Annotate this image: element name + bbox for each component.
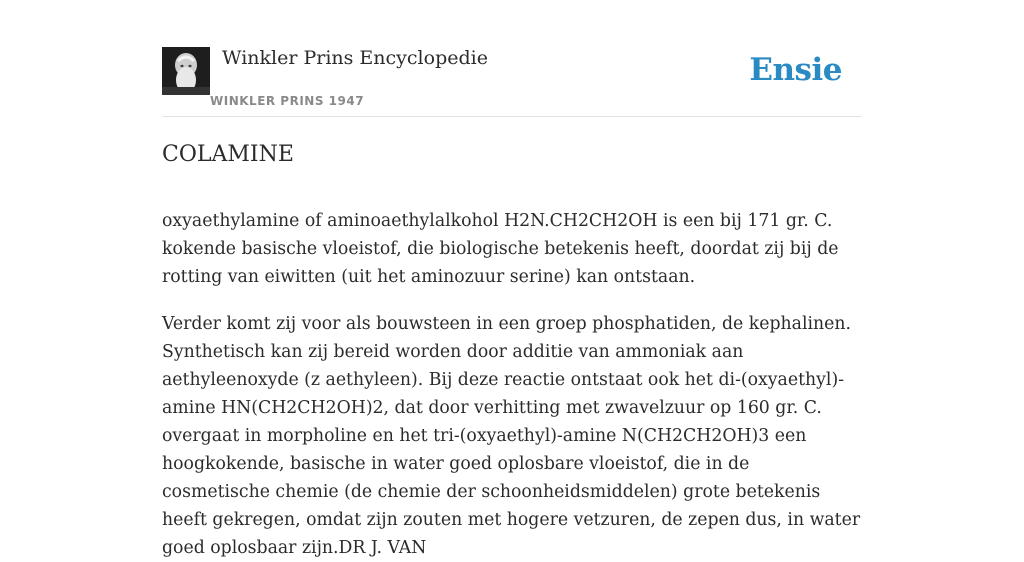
- article: [162, 140, 862, 562]
- portrait-image: [162, 47, 210, 95]
- source-header: [162, 46, 862, 117]
- source-title[interactable]: Winkler Prins Encyclopedie: [222, 47, 488, 69]
- article-title: COLAMINE: [162, 142, 294, 167]
- source-subtitle[interactable]: WINKLER PRINS 1947: [210, 94, 365, 108]
- article-paragraph: Verder komt zij voor als bouwsteen in een groep phosphatiden, de kephalinen. Synthetisch kan zij bereid worden door additie van ammoniak aan aethyleenoxyde (z aethyleen). Bij deze reactie ontstaat ook het di-(oxyaethyl)-amine HN(CH2CH2OH)2, dat door verhitting met zwavelzuur op 160 gr. C. overgaat in morpholine en het tri-(oxyaethyl)-amine N(CH2CH2OH)3 een hoogkokende, basische in water goed oplosbare vloeistof, die in de cosmetische chemie (de chemie der schoonheidsmiddelen) grote betekenis heeft gekregen, omdat zijn zouten met hogere vetzuren, de zepen dus, in water goed oplosbaar zijn.DR J. VAN: [162, 314, 861, 558]
- author-avatar[interactable]: [162, 47, 210, 95]
- article-paragraph: oxyaethylamine of aminoaethylalkohol H2N.CH2CH2OH is een bij 171 gr. C. kokende basische vloeistof, die biologische betekenis heeft, doordat zij bij de rotting van eiwitten (uit het aminozuur serine) kan ontstaan.: [162, 211, 839, 287]
- brand-logo[interactable]: Ensie: [749, 52, 842, 88]
